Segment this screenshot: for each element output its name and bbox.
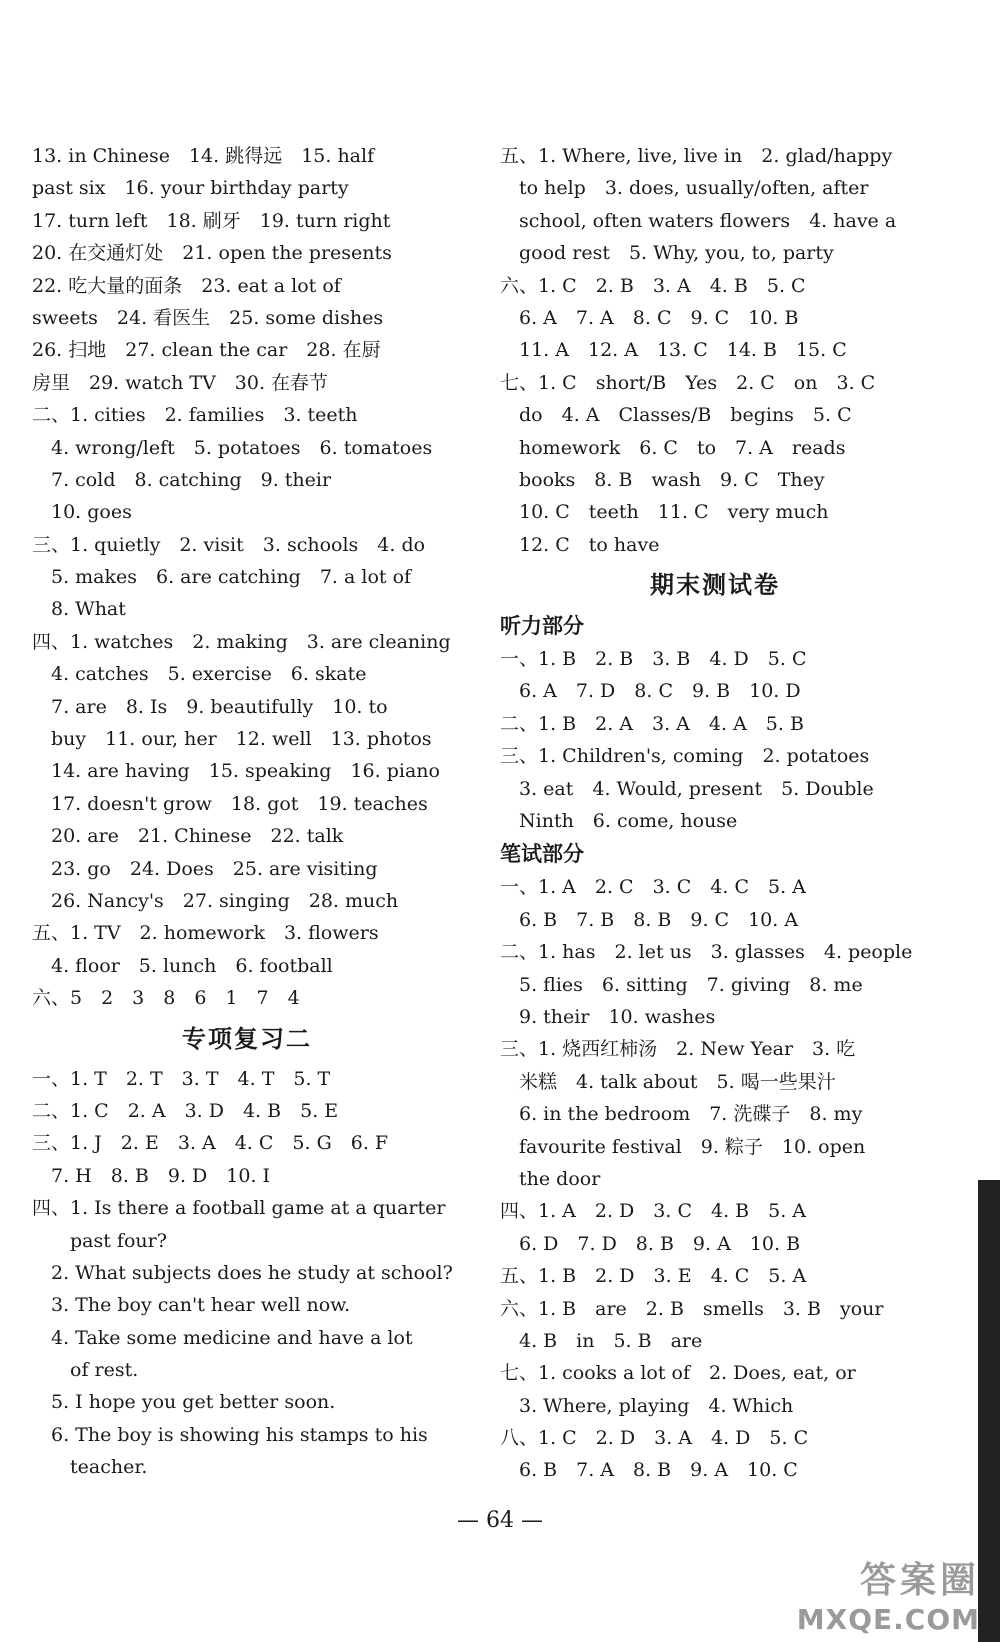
answer-line: 二、1. B 2. A 3. A 4. A 5. B — [500, 712, 804, 735]
side-tab-marker — [978, 1180, 1000, 1642]
answer-block-writing — [500, 871, 930, 1486]
answer-line: 4. B in 5. B are — [500, 1329, 703, 1352]
answer-line: 七、1. C short/B Yes 2. C on 3. C — [500, 371, 876, 394]
answer-line: 26. Nancy's 27. singing 28. much — [32, 889, 399, 912]
answer-line: past six 16. your birthday party — [32, 177, 349, 200]
answer-line: 22. 吃大量的面条 23. eat a lot of — [32, 274, 341, 297]
answer-line: 4. catches 5. exercise 6. skate — [32, 663, 367, 686]
answer-line: school, often waters flowers 4. have a — [500, 209, 897, 232]
answer-line: 7. cold 8. catching 9. their — [32, 468, 332, 491]
answer-line: 6. The boy is showing his stamps to his — [32, 1423, 428, 1446]
writing-heading: 笔试部分 — [500, 842, 584, 867]
answer-line: 八、1. C 2. D 3. A 4. D 5. C — [500, 1427, 809, 1450]
answer-line: 4. Take some medicine and have a lot — [32, 1326, 413, 1349]
answer-line: 一、1. T 2. T 3. T 4. T 5. T — [32, 1067, 331, 1090]
answer-line: 三、1. 烧西红柿汤 2. New Year 3. 吃 — [500, 1038, 856, 1061]
answer-line: 六、1. B are 2. B smells 3. B your — [500, 1297, 884, 1320]
answer-line: 五、1. Where, live, live in 2. glad/happy — [500, 145, 893, 167]
answer-line: 7. H 8. B 9. D 10. I — [32, 1164, 271, 1187]
answer-line: 10. C teeth 11. C very much — [500, 501, 829, 524]
answer-line: 9. their 10. washes — [500, 1005, 716, 1028]
answer-line: past four? — [32, 1229, 167, 1252]
answer-line: 6. B 7. B 8. B 9. C 10. A — [500, 908, 799, 931]
answer-line: homework 6. C to 7. A reads — [500, 436, 846, 459]
answer-line: 6. D 7. D 8. B 9. A 10. B — [500, 1232, 801, 1255]
answer-line: 5. makes 6. are catching 7. a lot of — [32, 566, 412, 589]
answer-line: 6. A 7. A 8. C 9. C 10. B — [500, 306, 799, 329]
answer-line: books 8. B wash 9. C They — [500, 468, 825, 491]
answer-line: do 4. A Classes/B begins 5. C — [500, 404, 852, 427]
answer-line: 二、1. C 2. A 3. D 4. B 5. E — [32, 1099, 339, 1122]
answer-line: 四、1. A 2. D 3. C 4. B 5. A — [500, 1200, 807, 1223]
answer-line: 三、1. Children's, coming 2. potatoes — [500, 745, 870, 768]
answer-line: 3. eat 4. Would, present 5. Double — [500, 777, 874, 800]
answer-line: 6. B 7. A 8. B 9. A 10. C — [500, 1459, 798, 1482]
answer-line: 米糕 4. talk about 5. 喝一些果汁 — [500, 1070, 836, 1093]
answer-line: 4. floor 5. lunch 6. football — [32, 954, 333, 977]
answer-line: 20. 在交通灯处 21. open the presents — [32, 242, 392, 265]
answer-block-left-bottom — [32, 1063, 462, 1484]
answer-line: 6. A 7. D 8. C 9. B 10. D — [500, 680, 801, 703]
answer-line: 13. in Chinese 14. 跳得远 15. half — [32, 145, 375, 167]
answer-line: 2. What subjects does he study at school? — [32, 1261, 453, 1284]
answer-line: 二、1. cities 2. families 3. teeth — [32, 404, 358, 427]
answer-line: 七、1. cooks a lot of 2. Does, eat, or — [500, 1362, 856, 1385]
answer-line: sweets 24. 看医生 25. some dishes — [32, 306, 384, 329]
answer-line: 20. are 21. Chinese 22. talk — [32, 825, 344, 848]
answer-line: 5. flies 6. sitting 7. giving 8. me — [500, 973, 863, 996]
answer-line: the door — [500, 1167, 601, 1190]
answer-line: of rest. — [32, 1359, 139, 1382]
answer-line: teacher. — [32, 1456, 148, 1479]
left-column — [32, 140, 462, 1484]
answer-line: 一、1. B 2. B 3. B 4. D 5. C — [500, 648, 807, 671]
answer-line: good rest 5. Why, you, to, party — [500, 242, 834, 265]
answer-line: 17. turn left 18. 刷牙 19. turn right — [32, 209, 391, 232]
answer-line: 6. in the bedroom 7. 洗碟子 8. my — [500, 1103, 863, 1126]
answer-line: 14. are having 15. speaking 16. piano — [32, 760, 440, 783]
listening-heading: 听力部分 — [500, 614, 584, 639]
watermark-top: 答案圈 — [859, 1560, 980, 1601]
answer-line: 四、1. watches 2. making 3. are cleaning — [32, 630, 451, 653]
answer-line: 五、1. B 2. D 3. E 4. C 5. A — [500, 1265, 807, 1288]
answer-line: 11. A 12. A 13. C 14. B 15. C — [500, 339, 847, 362]
page-number: — 64 — — [457, 1508, 543, 1533]
answer-line: 二、1. has 2. let us 3. glasses 4. people — [500, 941, 913, 964]
answer-line: 三、1. J 2. E 3. A 4. C 5. G 6. F — [32, 1132, 389, 1155]
answer-line: 五、1. TV 2. homework 3. flowers — [32, 922, 379, 945]
answer-line: 5. I hope you get better soon. — [32, 1391, 336, 1414]
answer-line: favourite festival 9. 粽子 10. open — [500, 1135, 866, 1158]
watermark-bottom: MXQE.COM — [796, 1603, 980, 1636]
answer-line: 10. goes — [32, 501, 132, 524]
section-heading-review-2: 专项复习二 — [182, 1024, 312, 1053]
answer-line: 17. doesn't grow 18. got 19. teaches — [32, 792, 428, 815]
answer-block-left-top — [32, 140, 462, 1015]
answer-line: 三、1. quietly 2. visit 3. schools 4. do — [32, 533, 426, 556]
answer-line: 六、1. C 2. B 3. A 4. B 5. C — [500, 274, 806, 297]
answer-line: 26. 扫地 27. clean the car 28. 在厨 — [32, 339, 381, 362]
answer-line: 23. go 24. Does 25. are visiting — [32, 857, 378, 880]
answer-line: 3. Where, playing 4. Which — [500, 1394, 794, 1417]
answer-line: 7. are 8. Is 9. beautifully 10. to — [32, 695, 388, 718]
answer-line: buy 11. our, her 12. well 13. photos — [32, 728, 432, 751]
answer-line: to help 3. does, usually/often, after — [500, 177, 869, 200]
answer-block-right-top — [500, 140, 930, 561]
answer-line: Ninth 6. come, house — [500, 810, 738, 833]
answer-block-listening — [500, 643, 930, 837]
answer-line: 四、1. Is there a football game at a quarter — [32, 1197, 446, 1220]
answer-line: 3. The boy can't hear well now. — [32, 1294, 351, 1317]
right-column — [500, 140, 930, 1487]
answer-line: 4. wrong/left 5. potatoes 6. tomatoes — [32, 436, 433, 459]
answer-line: 房里 29. watch TV 30. 在春节 — [32, 371, 329, 394]
answer-line: 六、5 2 3 8 6 1 7 4 — [32, 987, 300, 1010]
answer-line: 8. What — [32, 598, 126, 621]
answer-line: 一、1. A 2. C 3. C 4. C 5. A — [500, 876, 806, 899]
section-heading-final-test: 期末测试卷 — [650, 571, 780, 600]
answer-line: 12. C to have — [500, 533, 660, 556]
watermark-logo — [797, 1552, 980, 1636]
